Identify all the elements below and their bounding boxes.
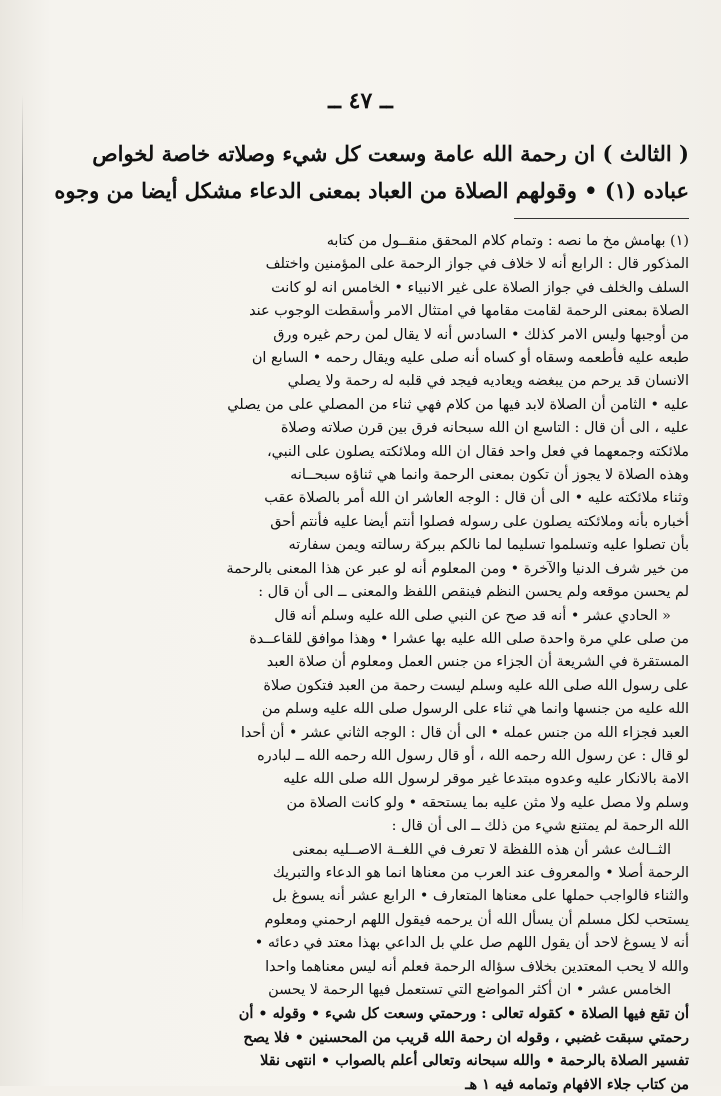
footnote-line: وهذه الصلاة لا يجوز أن تكون بمعنى الرحمة وانما هي ثناؤه سبحــانه [290,467,689,484]
footnote-line: أخباره بأنه وملائكته يصلون على رسوله فصلوا أنتم أيضا عليه فأنتم أحق [270,513,689,530]
footnote-line: أنه لا يسوغ لاحد أن يقول اللهم صل علي بل الداعي بهذا معتد في دعائه • [254,935,689,952]
footnote-line: من أوجبها وليس الامر كذلك • السادس أنه لا يقال لمن رحم غيره ورق [273,326,689,343]
footnote-line: « الحادي عشر • أنه قد صح عن النبي صلى الله عليه وسلم أنه قال [274,607,671,624]
footnote-line: الله الرحمة لم يمتنع شيء من ذلك ــ الى أن قال : [391,818,689,835]
footnote [24,230,689,1096]
main-text-line: عباده (١) • وقولهم الصلاة من العباد بمعنى الدعاء مشكل أيضا من وجوه [54,178,689,203]
footnote-line: المستقرة في الشريعة أن الجزاء من جنس العمل ومعلوم أن صلاة العبد [266,654,689,671]
footnote-line: يستحب لكل مسلم أن يسأل الله أن يرحمه فيقول اللهم ارحمني ومعلوم [264,911,689,928]
main-text [24,135,689,209]
footnote-line: وثناء ملائكته عليه • الى أن قال : الوجه العاشر ان الله أمر بالصلاة عقب [264,490,689,507]
footnote-line: طبعه عليه فأطعمه وسقاه أو كساه أنه صلى عليه ويقال رحمه • السابع ان [251,350,689,367]
footnote-line: الانسان قد يرحم من يبغضه ويعاديه فيجد في قلبه له رحمة ولا يصلي [287,373,689,390]
footnote-line: الخامس عشر • ان أكثر المواضع التي تستعمل فيها الرحمة لا يحسن [268,982,671,998]
footnote-line: أن تقع فيها الصلاة • كقوله تعالى : ورحمتي وسعت كل شيء • وقوله • أن [238,1005,689,1023]
footnote-line: تفسير الصلاة بالرحمة • والله سبحانه وتعالى أعلم بالصواب • انتهى نقلا [260,1052,689,1070]
footnote-line: بأن تصلوا عليه وتسلموا تسليما لما نالكم ببركة رسالته ويمن سفارته [288,537,689,554]
footnote-line: الثــالث عشر أن هذه اللفظة لا تعرف في اللغــة الاصــليه بمعنى [292,841,671,858]
footnote-line: السلف والخلف في جواز الصلاة على غير الانبياء • الخامس انه لو كانت [271,279,689,296]
footnote-line: رحمتي سبقت غضبي ، وقوله ان رحمة الله قريب من المحسنين • فلا يصح [243,1028,689,1046]
footnote-line: الصلاة بمعنى الرحمة لقامت مقامها في امتثال الامر وأسقطت الوجوب عند [249,303,689,320]
footnote-line: وسلم ولا مصل عليه ولا مثن عليه بما يستحقه • ولو كانت الصلاة من [286,794,689,811]
page-number: ــ ٤٧ ــ [328,88,393,114]
footnote-line: من خير شرف الدنيا والآخرة • ومن المعلوم أنه لو عبر عن هذا المعنى بالرحمة [226,560,689,577]
footnote-line: من صلى علي مرة واحدة صلى الله عليه بها عشرا • وهذا موافق للقاعــدة [249,630,689,647]
footnote-separator [514,218,689,219]
footnote-line: من كتاب جلاء الافهام وتمامه فيه ١ هـ [465,1075,689,1093]
footnote-line: على رسول الله صلى الله عليه وسلم ليست رحمة من العبد فتكون صلاة [263,677,689,694]
margin-shadow-line [22,95,23,935]
footnote-line: المذكور قال : الرابع أنه لا خلاف في جواز الرحمة على المؤمنين واختلف [265,256,689,273]
main-text-line: ( الثالث ) ان رحمة الله عامة وسعت كل شيء وصلاته خاصة لخواص [92,141,689,166]
footnote-line: لم يحسن موقعه ولم يحسن النظم فينقص اللفظ والمعنى ــ الى أن قال : [258,584,689,601]
footnote-line: عليه ، الى أن قال : التاسع ان الله سبحانه فرق بين قرن صلاته وصلاة [280,420,689,437]
footnote-line: (١) بهامش مخ ما نصه : وتمام كلام المحقق منقــول من كتابه [326,233,689,249]
footnote-line: لو قال : عن رسول الله رحمه الله ، أو قال رسول الله رحمه الله ــ لبادره [257,747,689,764]
footnote-line: الرحمة أصلا • والمعروف عند العرب من معناها انما هو الدعاء والتبريك [272,864,689,881]
footnote-line: الله عليه من جنسها وانما هي ثناء على الرسول صلى الله عليه وسلم من [261,701,689,718]
footnote-line: والله لا يحب المعتدين بخلاف سؤاله الرحمة فعلم أنه ليس معناهما واحدا [265,958,689,975]
footnote-line: ملائكته وجمعهما في فعل واحد فقال ان الله وملائكته يصلون على النبي، [266,443,689,460]
footnote-line: عليه • الثامن أن الصلاة لابد فيها من كلام فهي ثناء من المصلي على من يصلي [227,396,689,413]
footnote-line: والثناء فالواجب حملها على معناها المتعارف • الرابع عشر أنه يسوغ بل [272,888,689,905]
footnote-line: العبد فجزاء الله من جنس عمله • الى أن قال : الوجه الثاني عشر • أن أحدا [240,724,689,741]
footnote-line: الامة بالانكار عليه وعدوه مبتدعا غير موقر لرسول الله صلى الله عليه [283,771,689,788]
